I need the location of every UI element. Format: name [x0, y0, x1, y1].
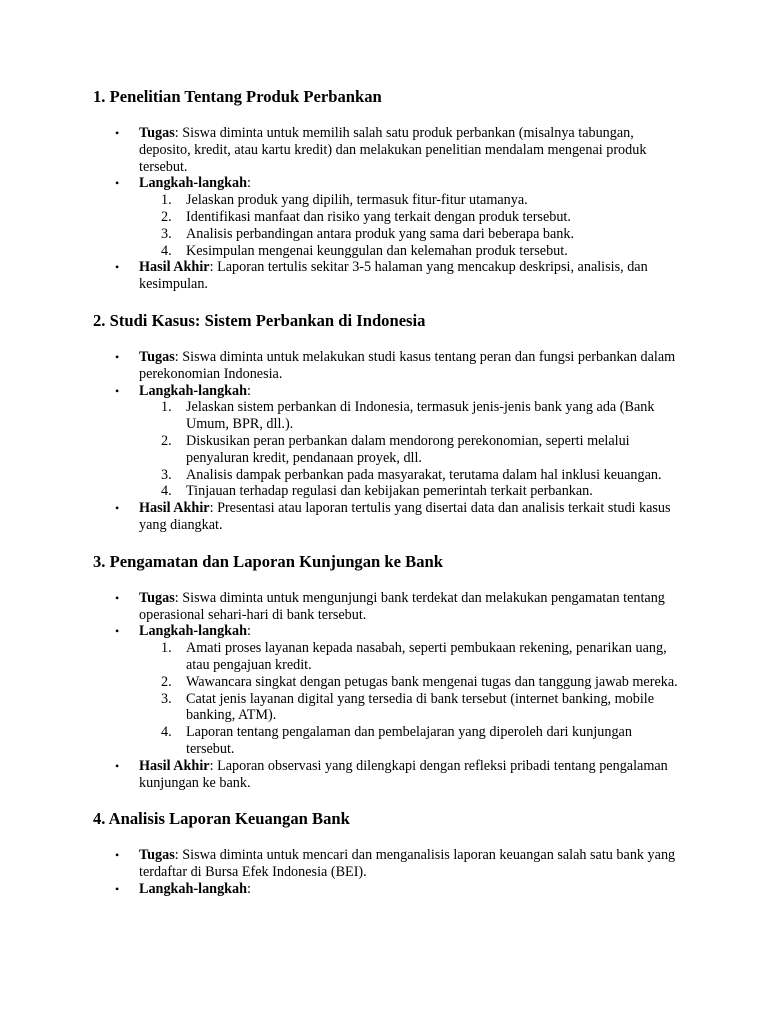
tugas-text: : Siswa diminta untuk melakukan studi kasus tentang peran dan fungsi perbankan dalam perekonomian Indonesia. [139, 348, 676, 382]
bullet-item-hasil [93, 259, 683, 293]
step-text: Tinjauan terhadap regulasi dan kebijakan pemerintah terkait perbankan. [186, 483, 593, 500]
bullet-list [93, 125, 683, 293]
step-item [139, 399, 683, 433]
step-item [139, 467, 683, 484]
step-number: 2. [161, 208, 172, 225]
bullet-item-tugas [93, 125, 683, 175]
step-text: Jelaskan sistem perbankan di Indonesia, termasuk jenis-jenis bank yang ada (Bank Umum, BPR, dll.). [186, 399, 655, 433]
bullet-icon: • [115, 881, 120, 896]
bullet-icon: • [115, 126, 120, 140]
bullet-icon: • [115, 590, 120, 605]
step-number: 3. [161, 690, 172, 707]
step-item [139, 433, 683, 467]
bullet-item-langkah [93, 175, 683, 259]
step-item [139, 724, 683, 758]
bullet-list [93, 349, 683, 534]
step-text: Analisis dampak perbankan pada masyarakat, terutama dalam hal inklusi keuangan. [186, 466, 662, 483]
step-item [139, 674, 683, 691]
bullet-icon: • [115, 383, 120, 398]
step-number: 1. [161, 399, 172, 416]
step-number: 2. [161, 673, 172, 690]
langkah-label: Langkah-langkah [139, 175, 248, 192]
step-text: Kesimpulan mengenai keunggulan dan kelemahan produk tersebut. [186, 242, 568, 259]
section-heading: 4. Analisis Laporan Keuangan Bank [93, 809, 350, 829]
bullet-icon: • [115, 624, 120, 639]
document-content [93, 86, 683, 898]
bullet-icon: • [115, 176, 120, 191]
bullet-icon: • [115, 758, 120, 773]
step-text: Amati proses layanan kepada nasabah, seperti pembukaan rekening, penarikan uang, atau pengajuan kredit. [186, 640, 667, 673]
steps-list [139, 192, 683, 259]
langkah-suffix: : [247, 382, 251, 399]
step-number: 4. [161, 724, 172, 741]
bullet-list [93, 847, 683, 897]
step-item [139, 243, 683, 260]
langkah-label: Langkah-langkah [139, 880, 248, 897]
tugas-text: : Siswa diminta untuk mengunjungi bank terdekat dan melakukan pengamatan tentang operasional sehari-hari di bank tersebut. [139, 589, 665, 623]
tugas-label: Tugas [139, 589, 175, 606]
step-number: 2. [161, 432, 172, 449]
bullet-item-langkah [93, 383, 683, 501]
hasil-label: Hasil Akhir [139, 757, 210, 774]
bullet-item-langkah [93, 623, 683, 757]
steps-list [139, 640, 683, 758]
step-number: 3. [161, 466, 172, 483]
step-item [139, 192, 683, 209]
tugas-text: : Siswa diminta untuk memilih salah satu produk perbankan (misalnya tabungan, deposito, kredit, atau kartu kredit) dan melakukan penelitian mendalam mengenai produk tersebut. [139, 125, 647, 175]
bullet-icon: • [115, 349, 120, 364]
bullet-icon: • [115, 501, 120, 516]
step-number: 4. [161, 483, 172, 500]
step-item [139, 209, 683, 226]
step-number: 3. [161, 225, 172, 242]
section-heading: 1. Penelitian Tentang Produk Perbankan [93, 87, 382, 106]
bullet-item-hasil [93, 758, 683, 792]
langkah-label: Langkah-langkah [139, 382, 248, 399]
step-item [139, 226, 683, 243]
bullet-item-tugas [93, 847, 683, 881]
step-number: 1. [161, 640, 172, 657]
step-item [139, 640, 683, 674]
section-heading: 3. Pengamatan dan Laporan Kunjungan ke Bank [93, 551, 443, 571]
section-heading: 2. Studi Kasus: Sistem Perbankan di Indonesia [93, 310, 426, 330]
step-text: Laporan tentang pengalaman dan pembelajaran yang diperoleh dari kunjungan tersebut. [186, 724, 632, 757]
step-number: 1. [161, 192, 172, 209]
steps-list [139, 399, 683, 500]
step-number: 4. [161, 242, 172, 259]
bullet-icon: • [115, 848, 120, 863]
section-4 [93, 808, 683, 897]
section-2 [93, 310, 683, 534]
step-text: Jelaskan produk yang dipilih, termasuk fitur-fitur utamanya. [186, 192, 528, 209]
step-text: Diskusikan peran perbankan dalam mendorong perekonomian, seperti melalui penyaluran kredit, pendanaan proyek, dll. [186, 432, 630, 466]
bullet-item-langkah [93, 881, 683, 898]
section-3 [93, 551, 683, 792]
bullet-icon: • [115, 260, 120, 275]
section-1 [93, 86, 683, 293]
hasil-text: : Presentasi atau laporan tertulis yang disertai data dan analisis terkait studi kasus yang diangkat. [139, 500, 671, 533]
hasil-label: Hasil Akhir [139, 259, 210, 276]
bullet-item-tugas [93, 590, 683, 624]
langkah-suffix: : [247, 623, 251, 640]
langkah-suffix: : [247, 880, 251, 897]
step-text: Wawancara singkat dengan petugas bank mengenai tugas dan tanggung jawab mereka. [186, 673, 678, 690]
tugas-label: Tugas [139, 125, 175, 141]
step-item [139, 691, 683, 725]
step-text: Analisis perbandingan antara produk yang sama dari beberapa bank. [186, 225, 575, 242]
tugas-label: Tugas [139, 348, 175, 365]
tugas-text: : Siswa diminta untuk mencari dan menganalisis laporan keuangan salah satu bank yang terdaftar di Bursa Efek Indonesia (BEI). [139, 847, 676, 881]
hasil-text: : Laporan tertulis sekitar 3-5 halaman yang mencakup deskripsi, analisis, dan kesimpulan. [139, 259, 648, 293]
step-text: Identifikasi manfaat dan risiko yang terkait dengan produk tersebut. [186, 208, 571, 225]
langkah-suffix: : [247, 175, 251, 192]
langkah-label: Langkah-langkah [139, 623, 248, 640]
tugas-label: Tugas [139, 847, 175, 864]
hasil-label: Hasil Akhir [139, 500, 210, 517]
hasil-text: : Laporan observasi yang dilengkapi dengan refleksi pribadi tentang pengalaman kunjungan ke bank. [139, 757, 668, 791]
bullet-item-hasil [93, 500, 683, 534]
step-text: Catat jenis layanan digital yang tersedia di bank tersebut (internet banking, mobile banking, ATM). [186, 690, 655, 724]
bullet-list [93, 590, 683, 792]
bullet-item-tugas [93, 349, 683, 383]
step-item [139, 483, 683, 500]
